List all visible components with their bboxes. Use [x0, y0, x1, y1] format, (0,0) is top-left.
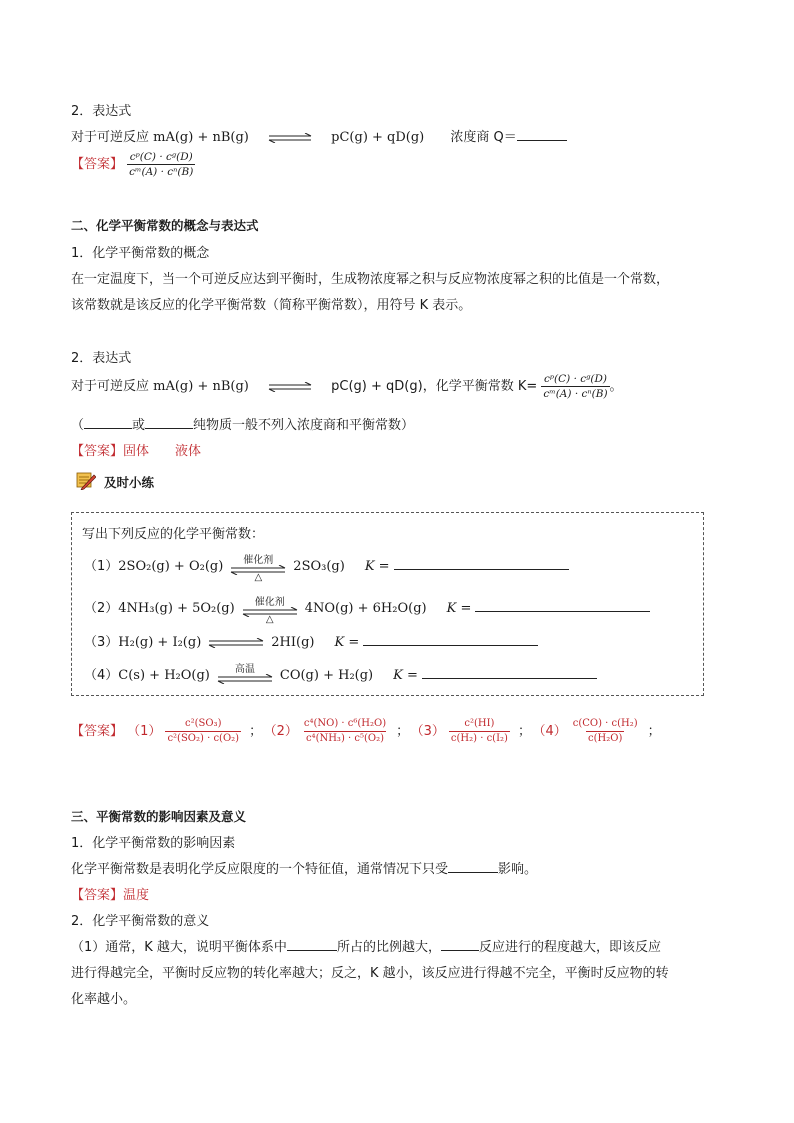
answer-separator: ； — [396, 724, 410, 739]
answer-text: 温度 — [123, 888, 150, 903]
section3-para2-line2: 进行得越完全，平衡时反应物的转化率越大；反之，K 越小，该反应进行得越不完全，平衡时反应物的转 — [71, 966, 669, 981]
item-k-label: K = — [393, 668, 418, 683]
section2-item1-title: 1．化学平衡常数的概念 — [71, 246, 210, 261]
item-lhs: 2SO₂(g) + O₂(g) — [118, 559, 224, 574]
answer-label: （1） — [127, 724, 162, 739]
k-end: 。 — [609, 379, 623, 394]
reaction-lhs: mA(g) + nB(g) — [153, 379, 249, 394]
para1-blank — [448, 862, 498, 873]
section3-para2-line3: 化率越小。 — [71, 992, 137, 1007]
answer-separator: ； — [647, 724, 661, 739]
practice-item — [84, 554, 569, 583]
section2-item2-title: 2．表达式 — [71, 351, 132, 366]
item-rhs: 4NO(g) + 6H₂O(g) — [304, 601, 427, 616]
para1-a: 化学平衡常数是表明化学反应限度的一个特征值，通常情况下只受 — [71, 862, 449, 877]
item-lhs: C(s) + H₂O(g) — [118, 668, 210, 683]
practice-answers — [127, 718, 669, 744]
practice-item — [84, 596, 650, 625]
note-blank-1 — [84, 418, 132, 429]
section2-heading: 二、化学平衡常数的概念与表达式 — [71, 218, 259, 233]
answer-denominator: c(H₂O) — [588, 733, 623, 744]
equilibrium-arrow-icon — [267, 133, 313, 143]
equilibrium-arrow-icon — [267, 382, 313, 392]
reaction-lhs: mA(g) + nB(g) — [153, 130, 249, 145]
answer-tag: 【答案】 — [71, 157, 124, 172]
section2-para-line1: 在一定温度下，当一个可逆反应达到平衡时，生成物浓度幂之积与反应物浓度幂之积的比值是一个常数， — [71, 272, 670, 287]
answer-numerator: c²(HI) — [464, 718, 495, 729]
condition-top: 催化剂 — [254, 596, 285, 608]
item-lhs: H₂(g) + I₂(g) — [118, 635, 202, 650]
section2-answer — [71, 440, 201, 459]
section2-note — [71, 414, 414, 433]
answer-fraction — [571, 718, 640, 745]
answer-numerator: c⁴(NO) · c⁶(H₂O) — [303, 718, 387, 729]
para2-l1-c: 反应进行的程度越大，即该反应 — [478, 940, 661, 955]
answer-label: （2） — [270, 724, 298, 739]
condition-top: 催化剂 — [243, 554, 274, 566]
reaction-rhs: pC(g) + qD(g)，化学平衡常数 K= — [331, 379, 538, 394]
reaction-prefix: 对于可逆反应 — [71, 379, 154, 394]
item-number: （3） — [84, 635, 119, 650]
practice-item — [84, 664, 597, 687]
answer-tag: 【答案】 — [71, 888, 124, 903]
answer-tag: 【答案】 — [71, 444, 124, 459]
reaction-arrow — [207, 632, 265, 654]
section2-reaction-line — [71, 373, 623, 400]
para1-b: 影响。 — [498, 862, 538, 877]
item-k-label: K = — [364, 559, 390, 574]
reaction-arrow — [216, 665, 274, 687]
answer-fraction — [165, 718, 241, 745]
answer-fraction — [449, 718, 510, 745]
note-mid: 或 — [132, 418, 146, 433]
practice-title: 及时小练 — [104, 475, 155, 490]
k-denominator: cᵐ(A) · cⁿ(B) — [543, 388, 608, 400]
q-numerator: cᵖ(C) · cᵍ(D) — [129, 151, 193, 163]
q-fraction — [127, 151, 195, 178]
section1-item2-title: 2．表达式 — [71, 104, 132, 119]
condition-top: 高温 — [234, 663, 255, 675]
item-number: （1） — [84, 559, 119, 574]
answer-denominator: c⁴(NH₃) · c⁵(O₂) — [305, 733, 384, 744]
item-k-label: K = — [334, 635, 360, 650]
equilibrium-arrow-icon — [207, 638, 265, 648]
answer-denominator: c(H₂) · c(I₂) — [450, 733, 508, 744]
item-number: （4） — [84, 668, 119, 683]
answer-label: （4） — [538, 724, 567, 739]
reaction-prefix: 对于可逆反应 — [71, 130, 154, 145]
section3-heading: 三、平衡常数的影响因素及意义 — [71, 809, 247, 824]
note-open: （ — [71, 418, 85, 433]
answer-tag: 【答案】 — [71, 724, 124, 739]
k-blank — [394, 559, 569, 570]
para2-l1-a: （1）通常，K 越大，说明平衡体系中 — [71, 940, 287, 955]
q-blank — [517, 130, 567, 141]
note-rest: 纯物质一般不列入浓度商和平衡常数） — [193, 418, 415, 433]
section3-item2-title: 2．化学平衡常数的意义 — [71, 914, 210, 929]
practice-answer — [71, 718, 669, 745]
item-rhs: CO(g) + H₂(g) — [279, 668, 374, 683]
item-k-label: K = — [446, 601, 472, 616]
section3-para1 — [71, 858, 537, 877]
equilibrium-arrow-icon — [216, 674, 274, 684]
reaction-arrow — [241, 596, 299, 625]
reaction-rhs: pC(g) + qD(g) — [331, 130, 425, 145]
section3-item1-title: 1．化学平衡常数的影响因素 — [71, 836, 236, 851]
k-numerator: cᵖ(C) · cᵍ(D) — [543, 373, 607, 385]
answer-separator: ； — [517, 724, 531, 739]
answer-label: （3） — [417, 724, 445, 739]
reaction-arrow — [229, 554, 287, 583]
answer-denominator: c²(SO₂) · c(O₂) — [167, 733, 240, 744]
condition-bottom: △ — [265, 613, 274, 625]
para2-blank-1 — [287, 940, 337, 951]
item-lhs: 4NH₃(g) + 5O₂(g) — [118, 601, 235, 616]
para2-l1-b: 所占的比例越大， — [336, 940, 441, 955]
answer-fraction — [302, 718, 388, 745]
q-label: 浓度商 Q＝ — [450, 130, 517, 145]
para2-blank-2 — [441, 940, 479, 951]
practice-item — [84, 631, 538, 654]
note-blank-2 — [145, 418, 193, 429]
k-blank — [363, 635, 538, 646]
answer-text: 固体 液体 — [123, 444, 202, 459]
k-blank — [422, 668, 597, 679]
answer-numerator: c²(SO₃) — [185, 718, 222, 729]
k-blank — [475, 601, 650, 612]
answer-numerator: c(CO) · c(H₂) — [572, 718, 638, 729]
practice-intro: 写出下列反应的化学平衡常数： — [82, 527, 265, 542]
pencil-icon — [76, 472, 96, 490]
q-denominator: cᵐ(A) · cⁿ(B) — [129, 166, 194, 178]
condition-bottom: △ — [254, 571, 263, 583]
item-number: （2） — [84, 601, 119, 616]
answer-separator: ； — [249, 724, 263, 739]
k-fraction — [541, 373, 609, 400]
item-rhs: 2HI(g) — [271, 635, 315, 650]
item-rhs: 2SO₃(g) — [293, 559, 345, 574]
section3-answer — [71, 884, 149, 903]
section3-para2-line1 — [71, 936, 661, 955]
section2-para-line2: 该常数就是该反应的化学平衡常数（简称平衡常数），用符号 K 表示。 — [71, 298, 472, 313]
section1-answer — [71, 151, 195, 178]
section1-reaction-line — [71, 126, 567, 145]
